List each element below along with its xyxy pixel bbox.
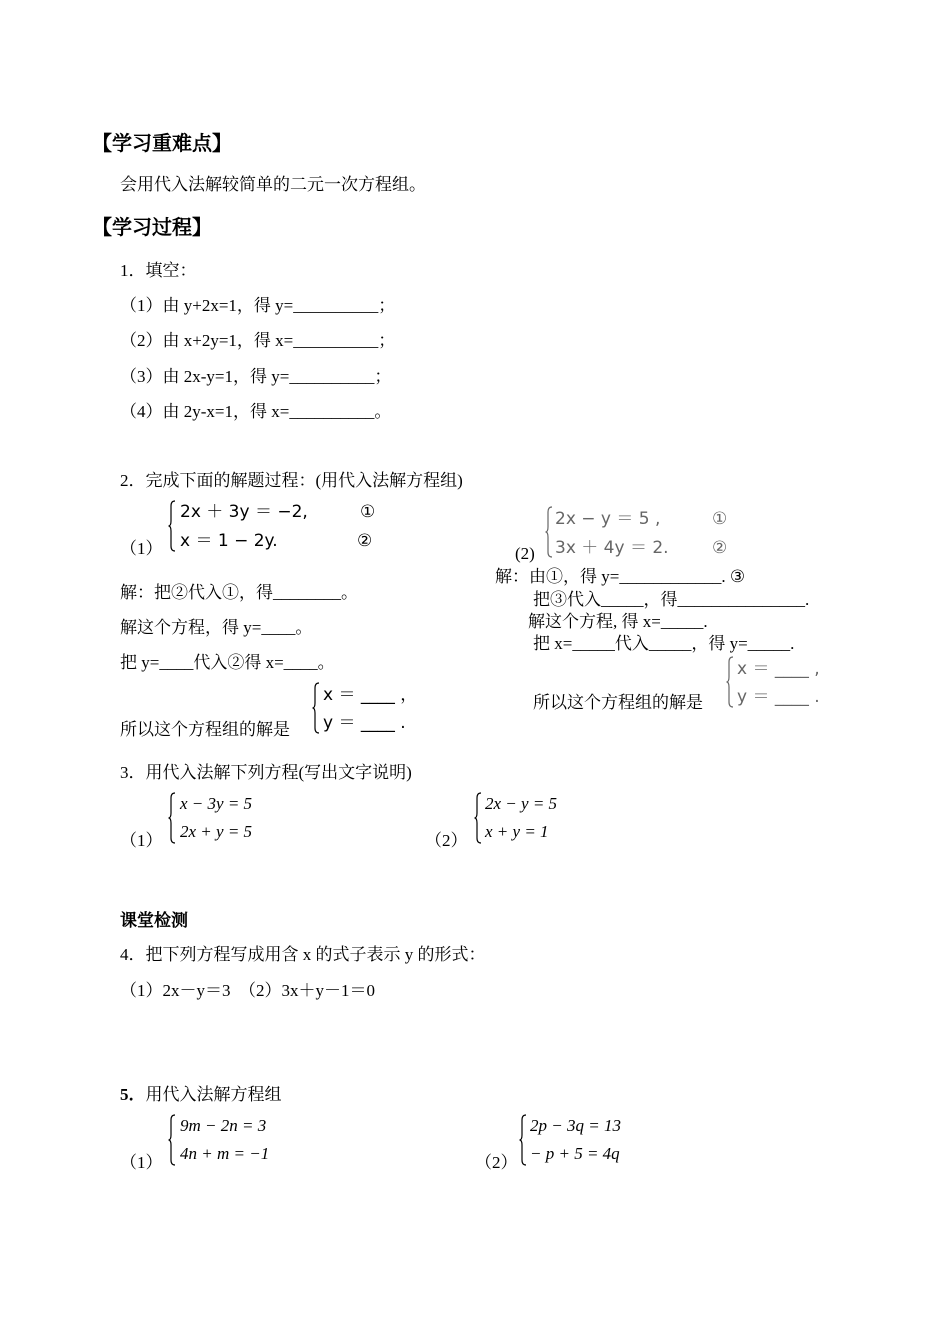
q2-left-step-3: 把 y=____代入②得 x=____。 [120,653,335,672]
q2-left-eq1: 2x ＋ 3y ＝ −2, [180,502,308,522]
q3-title: 3．用代入法解下列方程(写出文字说明) [120,763,412,782]
q2-left-mark1: ① [360,502,376,521]
check-heading: 课堂检测 [120,911,188,931]
q2-right-eq1: 2x − y ＝ 5 , [555,509,661,529]
q3-p1-eq1: x − 3y = 5 [180,794,253,813]
q1-item-4: （4）由 2y-x=1，得 x=__________。 [120,402,392,421]
focus-text: 会用代入法解较简单的二元一次方程组。 [120,175,426,194]
q3-p1-brace [168,792,176,844]
q2-right-solution-brace [726,656,734,708]
q2-right-brace [545,506,553,558]
q5-p1-brace [168,1114,176,1166]
q3-p1-label: （1） [120,831,163,850]
q5-p2-eq1: 2p − 3q = 13 [530,1116,621,1135]
q5-title [120,1084,282,1106]
q2-right-mark2: ② [712,538,728,557]
q2-left-solution-x: x ＝ ____ ， [323,685,418,705]
q3-p2-label: （2） [425,831,468,850]
q3-p2-eq1: 2x − y = 5 [485,794,558,813]
q2-right-step-4: 把 x=_____代入_____，得 y=_____. [533,634,795,653]
q2-right-solution-x: x ＝ ____ , [737,659,820,679]
q1-item-2: （2）由 x+2y=1，得 x=__________； [120,331,396,350]
q2-right-conclusion: 所以这个方程组的解是 [533,693,703,712]
q1-item-1: （1）由 y+2x=1，得 y=__________； [120,296,396,315]
q2-left-label: （1） [120,539,163,558]
q1-title: 1．填空： [120,261,197,280]
q2-right-label: (2) [515,544,535,563]
q5-p2-label: （2） [475,1153,518,1172]
q2-right-step-2: 把③代入_____，得_______________. [533,590,810,609]
q3-p2-eq2: x + y = 1 [485,822,549,841]
q2-left-solution-y: y ＝ ____ . [323,713,406,733]
q5-p2-eq2: − p + 5 = 4q [530,1144,620,1163]
q2-right-step-1: 解：由①，得 y=____________. ③ [495,567,746,586]
q4-title: 4．把下列方程写成用含 x 的式子表示 y 的形式： [120,945,486,964]
q1-item-3: （3）由 2x-y=1，得 y=__________； [120,367,392,386]
q2-right-step-3: 解这个方程, 得 x=_____. [528,612,708,631]
q2-left-mark2: ② [357,531,373,550]
focus-heading: 【学习重难点】 [92,131,232,155]
process-heading: 【学习过程】 [92,215,212,239]
q2-left-eq2: x ＝ 1 − 2y. [180,531,278,551]
q4-items: （1）2x－y＝3 （2）3x＋y－1＝0 [120,981,375,1000]
q5-number: 5． [120,1085,146,1104]
q2-right-mark1: ① [712,509,728,528]
q5-p2-brace [519,1114,527,1166]
q2-right-solution-y: y ＝ ____ . [737,687,820,707]
q3-p2-brace [474,792,482,844]
q2-left-step-1: 解：把②代入①，得________。 [120,583,358,602]
q5-title-text: 用代入法解方程组 [145,1085,282,1104]
q5-p1-label: （1） [120,1153,163,1172]
q3-p1-eq2: 2x + y = 5 [180,822,253,841]
q2-left-step-2: 解这个方程，得 y=____。 [120,618,313,637]
q2-left-brace [168,500,176,552]
q2-left-conclusion: 所以这个方程组的解是 [120,720,290,739]
q2-right-eq2: 3x ＋ 4y ＝ 2. [555,538,669,558]
q2-left-solution-brace [312,682,320,734]
q5-p1-eq1: 9m − 2n = 3 [180,1116,267,1135]
q5-p1-eq2: 4n + m = −1 [180,1144,270,1163]
q2-title: 2．完成下面的解题过程：(用代入法解方程组) [120,471,463,490]
